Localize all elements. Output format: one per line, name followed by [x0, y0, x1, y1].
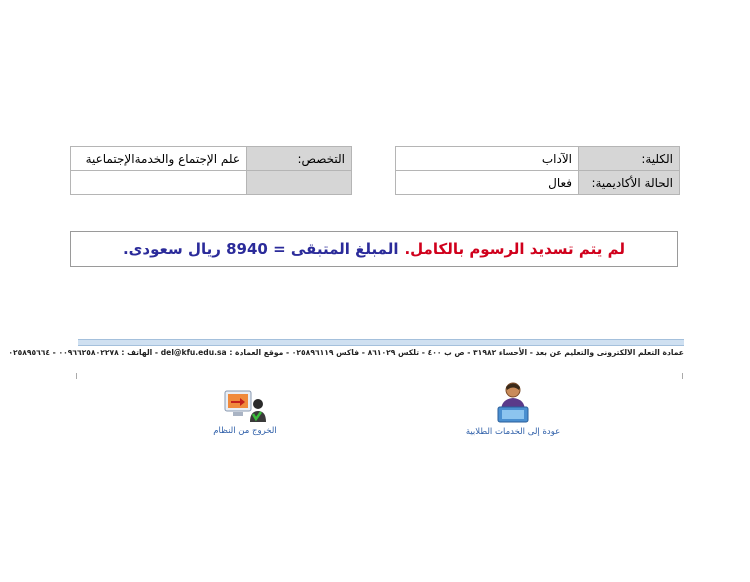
- fees-notice-status: لم يتم تسديد الرسوم بالكامل.: [404, 240, 626, 258]
- footer-divider: [78, 339, 684, 346]
- specialization-label: التخصص:: [247, 147, 352, 171]
- college-label: الكلية:: [579, 147, 680, 171]
- academic-status-value: فعال: [396, 171, 579, 195]
- specialization-value: علم الإجتماع والخدمةالإجتماعية: [71, 147, 247, 171]
- divider-tick-right: [682, 373, 683, 379]
- fees-notice-remaining: المبلغ المتبقى = 8940 ريال سعودى.: [122, 240, 399, 258]
- footer-contact-info: عمادة التعلم الالكترونى والتعليم عن بعد - الأحساء ٣١٩٨٢ - ص ب ٤٠٠ - تلكس ٨٦١٠٢٩ - فاكس ٠٢٥٨٩٦١١٩ - موقع العمادة : del@kfu.edu.sa - الهاتف : ٠٠٩٦٦٢٥٨٠٢٢٧٨ - ٠٢٥٨٩٥٦٦٤: [8, 348, 684, 357]
- empty-label-cell: [247, 171, 352, 195]
- student-services-button[interactable]: [458, 381, 568, 437]
- student-services-label: عودة إلى الخدمات الطلابية: [465, 427, 561, 437]
- logout-button[interactable]: [200, 388, 290, 436]
- divider-tick-left: [76, 373, 77, 379]
- academic-status-label: الحالة الأكاديمية:: [579, 171, 680, 195]
- person-at-desk-icon: [495, 381, 531, 425]
- specialization-info-table: [70, 146, 352, 195]
- fees-notice: [70, 231, 678, 267]
- empty-value-cell: [71, 171, 247, 195]
- college-info-table: [395, 146, 680, 195]
- college-value: الآداب: [396, 147, 579, 171]
- logout-label: الخروج من النظام: [213, 426, 277, 436]
- logout-computer-icon: [223, 388, 267, 424]
